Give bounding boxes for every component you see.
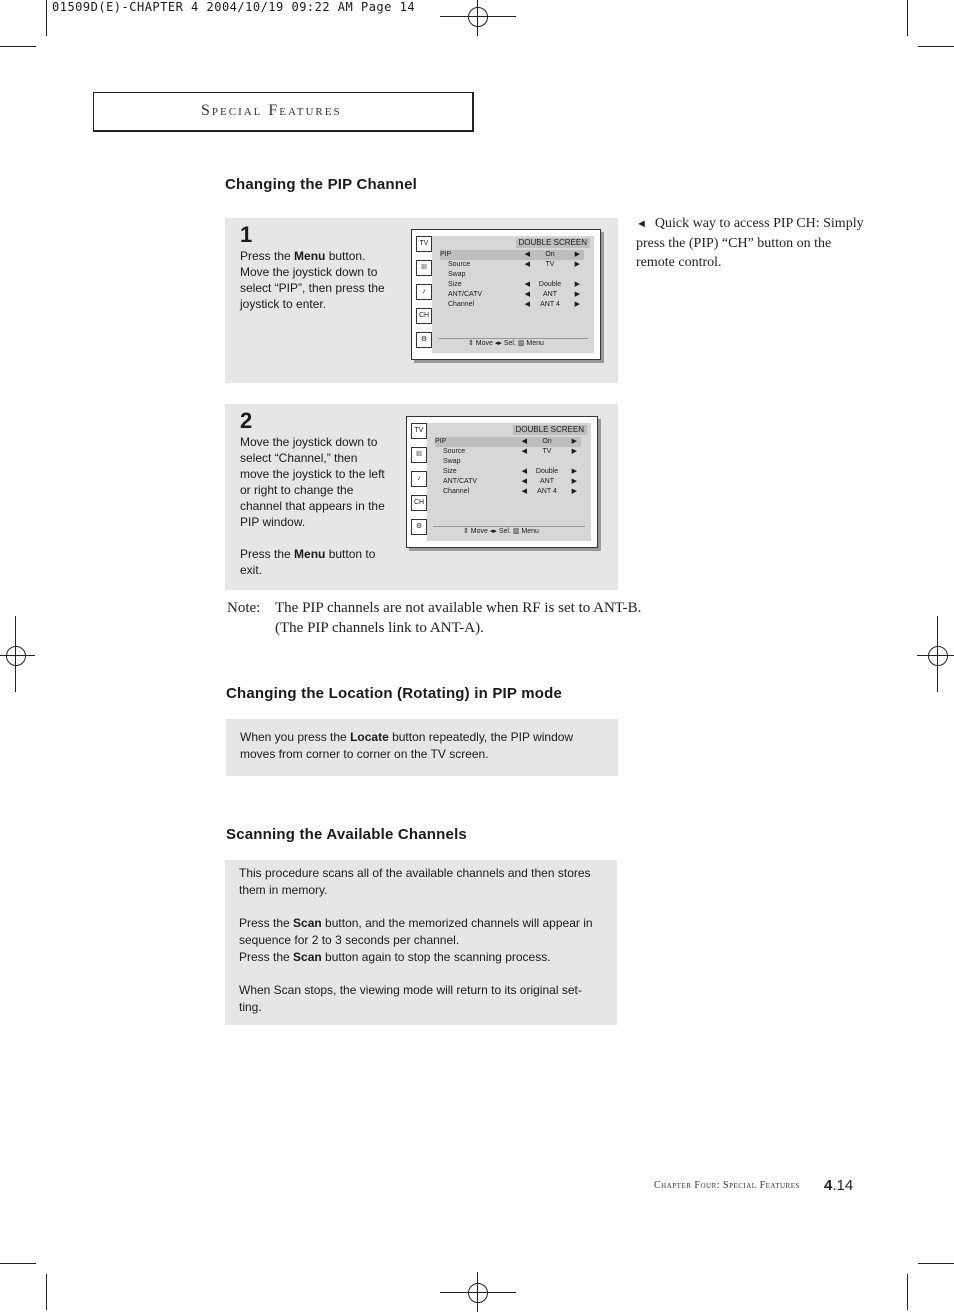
osd-row: ANT/CATV ◀ ANT ▶ bbox=[448, 291, 580, 298]
step-1-text: Press the Menu button. Move the joystick down to select “PIP”, then press the joystick to enter. bbox=[240, 249, 385, 311]
crop-mark bbox=[907, 1274, 908, 1310]
scan-para-3: Press the Scan button again to stop the scanning process. bbox=[239, 950, 551, 964]
osd-side-icons bbox=[416, 236, 432, 353]
scan-para-1: This procedure scans all of the available channels and then stores them in memory. bbox=[239, 866, 591, 897]
side-note bbox=[636, 214, 866, 272]
picture-icon: III bbox=[411, 447, 427, 463]
osd-row: PIP ◀ On ▶ bbox=[440, 250, 584, 260]
scanning-text bbox=[239, 865, 601, 1016]
footer-chapter: Chapter Four: Special Features bbox=[654, 1180, 800, 1191]
channel-icon: CH bbox=[416, 308, 432, 324]
heading-scanning: Scanning the Available Channels bbox=[226, 826, 467, 843]
osd-row: PIP ◀ On ▶ bbox=[435, 437, 581, 447]
step-2-panel bbox=[225, 404, 618, 590]
crop-mark bbox=[46, 1274, 47, 1310]
crop-mark bbox=[918, 1263, 954, 1264]
crop-mark bbox=[46, 0, 47, 36]
step-number: 1 bbox=[240, 222, 253, 247]
left-arrow-icon: ◄ bbox=[636, 218, 647, 230]
page-number: 4.14 bbox=[824, 1177, 854, 1194]
osd-menu bbox=[432, 236, 594, 353]
step-2-exit-text: Press the Menu button to exit. bbox=[240, 547, 376, 577]
osd-row: Size ◀ Double ▶ bbox=[448, 281, 580, 288]
scanning-panel bbox=[225, 860, 617, 1025]
osd-row: Channel ◀ ANT 4 ▶ bbox=[443, 488, 577, 495]
osd-row: Channel ◀ ANT 4 ▶ bbox=[448, 301, 580, 308]
registration-mark-icon bbox=[457, 0, 497, 36]
crop-mark bbox=[0, 1263, 36, 1264]
sound-icon: ♪ bbox=[416, 284, 432, 300]
scan-para-2: Press the Scan button, and the memorized channels will appear in sequence for 2 to 3 seconds per channel. bbox=[239, 916, 593, 947]
osd-help-bar: ⇕ Move ◂▸ Sel. ▥ Menu bbox=[438, 338, 588, 349]
osd-side-icons bbox=[411, 423, 427, 541]
step-1-panel bbox=[225, 218, 618, 383]
menu-button-label: Menu bbox=[294, 547, 326, 561]
osd-title: DOUBLE SCREEN bbox=[516, 238, 590, 248]
crop-mark bbox=[918, 46, 954, 47]
scan-para-4: When Scan stops, the viewing mode will return to its original set-ting. bbox=[239, 983, 582, 1014]
osd-help-bar: ⇕ Move ◂▸ Sel. ▥ Menu bbox=[433, 526, 585, 537]
scan-button-label: Scan bbox=[293, 916, 322, 930]
section-title: Special Features bbox=[201, 102, 342, 119]
osd-screenshot bbox=[411, 229, 601, 360]
registration-mark-icon bbox=[917, 635, 954, 675]
osd-row: Source ◀ TV ▶ bbox=[443, 448, 577, 455]
crop-mark bbox=[907, 0, 908, 36]
note-label: Note: bbox=[227, 600, 261, 616]
section-title-box bbox=[93, 92, 474, 132]
picture-icon: III bbox=[416, 260, 432, 276]
tv-icon: TV bbox=[411, 423, 427, 439]
locate-button-label: Locate bbox=[350, 730, 389, 744]
registration-mark-icon bbox=[0, 635, 35, 675]
osd-row: ANT/CATV ◀ ANT ▶ bbox=[443, 478, 577, 485]
location-panel bbox=[226, 719, 618, 776]
step-number: 2 bbox=[240, 408, 253, 433]
osd-menu bbox=[427, 423, 591, 541]
heading-pip-channel: Changing the PIP Channel bbox=[225, 176, 418, 193]
crop-mark bbox=[0, 46, 36, 47]
setup-icon: ⚙ bbox=[411, 519, 427, 535]
osd-screenshot bbox=[406, 416, 598, 548]
osd-row: Size ◀ Double ▶ bbox=[443, 468, 577, 475]
menu-button-label: Menu bbox=[294, 249, 326, 263]
step-2-text: Move the joystick down to select “Channel,” then move the joystick to the left or right to change the channel that appears in the PIP window. bbox=[240, 435, 385, 529]
side-note-text: Quick way to access PIP CH: Simply press the (PIP) “CH” button on the remote control. bbox=[636, 216, 864, 270]
note-text: The PIP channels are not available when RF is set to ANT-B. (The PIP channels link to ANT-A). bbox=[275, 600, 642, 636]
tv-icon: TV bbox=[416, 236, 432, 252]
print-header: 01509D(E)-CHAPTER 4 2004/10/19 09:22 AM Page 14 bbox=[52, 0, 416, 14]
heading-location: Changing the Location (Rotating) in PIP mode bbox=[226, 685, 563, 702]
setup-icon: ⚙ bbox=[416, 332, 432, 348]
osd-row: Source ◀ TV ▶ bbox=[448, 261, 580, 268]
osd-row: Swap bbox=[443, 458, 461, 465]
sound-icon: ♪ bbox=[411, 471, 427, 487]
osd-row: Swap bbox=[448, 271, 466, 278]
channel-icon: CH bbox=[411, 495, 427, 511]
registration-mark-icon bbox=[457, 1272, 497, 1312]
location-text: When you press the Locate button repeatedly, the PIP window moves from corner to corner on the TV screen. bbox=[240, 730, 574, 761]
osd-title: DOUBLE SCREEN bbox=[513, 425, 587, 435]
scan-button-label: Scan bbox=[293, 950, 322, 964]
